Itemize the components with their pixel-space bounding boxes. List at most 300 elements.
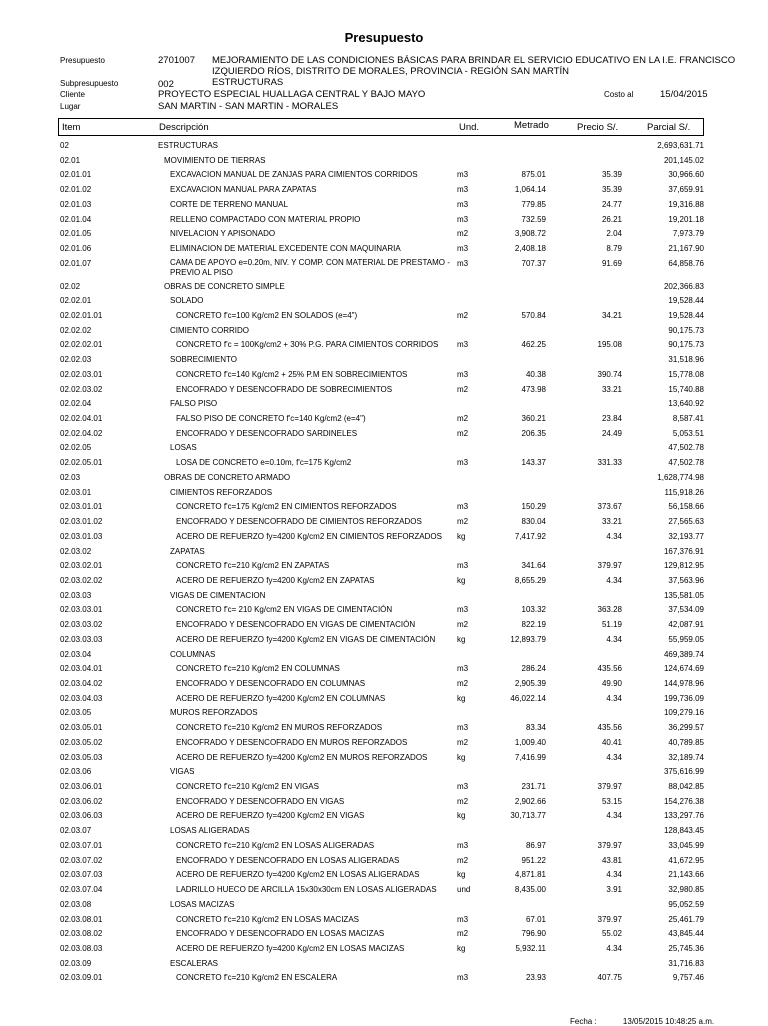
row-parcial: 33,045.99 (668, 840, 704, 850)
table-row (0, 139, 768, 154)
table-row (0, 662, 768, 677)
table-row (0, 456, 768, 471)
row-item-code: 02.03.08.03 (60, 943, 103, 953)
row-unit: m3 (457, 258, 469, 268)
row-item-code: 02.03.04.03 (60, 693, 103, 703)
row-description: VIGAS DE CIMENTACION (170, 590, 266, 600)
table-row (0, 383, 768, 398)
row-item-code: 02.02.04 (60, 399, 92, 409)
row-metrado: 206.35 (521, 428, 546, 438)
row-precio: 435.56 (597, 664, 622, 674)
row-unit: m2 (457, 229, 469, 239)
row-precio: 4.34 (606, 575, 622, 585)
row-item-code: 02.02.05.01 (60, 458, 103, 468)
table-row (0, 227, 768, 242)
row-description: LOSAS ALIGERADAS (170, 826, 250, 836)
row-description: CIMIENTO CORRIDO (170, 325, 249, 335)
row-unit: kg (457, 870, 466, 880)
row-item-code: 02.03.07.03 (60, 870, 103, 880)
row-description: CONCRETO f'c=210 Kg/cm2 EN LOSAS ALIGERADAS (176, 840, 375, 850)
row-parcial: 19,201.18 (668, 214, 704, 224)
row-parcial: 15,778.08 (668, 369, 704, 379)
row-parcial: 2,693,631.71 (657, 141, 704, 150)
table-row (0, 736, 768, 751)
row-item-code: 02.03.03.03 (60, 634, 103, 644)
row-item-code: 02.02.03 (60, 355, 92, 365)
table-row (0, 692, 768, 707)
table-row (0, 927, 768, 942)
table-row (0, 589, 768, 604)
row-parcial: 9,757.46 (672, 973, 704, 983)
row-parcial: 42,087.91 (668, 620, 704, 630)
table-row (0, 559, 768, 574)
row-parcial: 1,628,774.98 (657, 472, 704, 482)
row-unit: m3 (457, 782, 469, 792)
fecha-label: Fecha : (570, 1017, 597, 1026)
row-parcial: 32,193.77 (668, 531, 704, 541)
row-description: ACERO DE REFUERZO fy=4200 Kg/cm2 EN COLUMNAS (176, 693, 386, 703)
cliente-label: Cliente (60, 90, 85, 99)
row-precio: 4.34 (606, 531, 622, 541)
row-parcial: 37,563.96 (668, 575, 704, 585)
table-row (0, 913, 768, 928)
row-unit: kg (457, 811, 466, 821)
row-metrado: 473.98 (521, 384, 546, 394)
row-description: ESTRUCTURAS (158, 141, 219, 150)
row-precio: 407.75 (597, 973, 622, 983)
row-item-code: 02.03.05.01 (60, 723, 103, 733)
lugar-label: Lugar (60, 102, 81, 111)
row-unit: kg (457, 943, 466, 953)
fecha-value: 13/05/2015 10:48:25 a.m. (622, 1017, 715, 1026)
row-parcial: 95,052.59 (668, 899, 704, 909)
row-description: CONCRETO f'c=140 Kg/cm2 + 25% P.M EN SOBRECIMIENTOS (176, 369, 408, 379)
row-description: CIMIENTOS REFORZADOS (170, 487, 273, 497)
row-item-code: 02.03.08.02 (60, 929, 103, 939)
row-item-code: 02.01.05 (60, 229, 92, 239)
row-parcial: 31,716.83 (668, 958, 704, 968)
row-item-code: 02.03.09.01 (60, 973, 103, 983)
row-item-code: 02.01.01 (60, 170, 92, 180)
row-unit: m3 (457, 214, 469, 224)
row-description: LADRILLO HUECO DE ARCILLA 15x30x30cm EN LOSAS ALIGERADAS (176, 885, 437, 895)
row-unit: m3 (457, 605, 469, 615)
row-metrado: 7,416.99 (514, 752, 546, 762)
table-row (0, 677, 768, 692)
row-unit: m3 (457, 723, 469, 733)
row-parcial: 124,674.69 (663, 664, 704, 674)
table-row (0, 633, 768, 648)
subpresupuesto-code: 002 (158, 79, 174, 90)
table-row (0, 198, 768, 213)
table-row (0, 368, 768, 383)
row-item-code: 02.02.01.01 (60, 311, 103, 321)
row-parcial: 167,376.91 (663, 546, 704, 556)
row-description: ACERO DE REFUERZO fy=4200 Kg/cm2 EN VIGAS (176, 811, 365, 821)
table-row (0, 545, 768, 560)
row-precio: 4.34 (606, 693, 622, 703)
row-parcial: 144,978.96 (663, 679, 704, 689)
row-metrado: 12,893.79 (510, 634, 546, 644)
row-item-code: 02.03.01 (60, 487, 92, 497)
table-row (0, 942, 768, 957)
table-row (0, 294, 768, 309)
row-metrado: 23.93 (525, 973, 546, 983)
row-parcial: 30,966.60 (668, 170, 704, 180)
row-item-code: 02 (60, 141, 69, 150)
row-item-code: 02.03.03.02 (60, 620, 103, 630)
row-metrado: 2,905.39 (514, 679, 546, 689)
row-precio: 4.34 (606, 811, 622, 821)
row-precio: 3.91 (606, 885, 622, 895)
row-metrado: 707.37 (521, 258, 546, 268)
table-row (0, 839, 768, 854)
row-metrado: 822.19 (521, 620, 546, 630)
row-precio: 373.67 (597, 502, 622, 512)
row-item-code: 02.03.09 (60, 958, 92, 968)
row-parcial: 8,587.41 (672, 414, 704, 424)
row-description: ENCOFRADO Y DESENCOFRADO EN LOSAS ALIGERADAS (176, 855, 400, 865)
table-row (0, 618, 768, 633)
table-row (0, 780, 768, 795)
row-precio: 24.77 (601, 199, 622, 209)
row-description: MOVIMIENTO DE TIERRAS (164, 155, 266, 165)
row-metrado: 732.59 (521, 214, 546, 224)
row-item-code: 02.03.05.03 (60, 752, 103, 762)
table-row (0, 183, 768, 198)
row-precio: 8.79 (606, 244, 622, 254)
row-description: ESCALERAS (170, 958, 219, 968)
table-row (0, 898, 768, 913)
table-row (0, 883, 768, 898)
row-metrado: 46,022.14 (510, 693, 546, 703)
table-row (0, 515, 768, 530)
row-precio: 379.97 (597, 914, 622, 924)
table-row (0, 309, 768, 324)
row-unit: m2 (457, 796, 469, 806)
row-unit: m3 (457, 664, 469, 674)
table-row (0, 471, 768, 486)
row-description: SOBRECIMIENTO (170, 355, 237, 365)
subpresupuesto-desc: ESTRUCTURAS (212, 77, 284, 88)
row-unit: m3 (457, 199, 469, 209)
col-descripcion: Descripción (159, 122, 209, 133)
col-metrado: Metrado (514, 120, 549, 131)
row-parcial: 36,299.57 (668, 723, 704, 733)
row-description: CORTE DE TERRENO MANUAL (170, 199, 288, 209)
row-description: ENCOFRADO Y DESENCOFRADO EN COLUMNAS (176, 679, 366, 689)
row-item-code: 02.03.02.01 (60, 561, 103, 571)
row-precio: 91.69 (601, 258, 622, 268)
row-description: ACERO DE REFUERZO fy=4200 Kg/cm2 EN CIMIENTOS REFORZADOS (176, 531, 442, 541)
row-precio: 35.39 (601, 185, 622, 195)
row-parcial: 202,366.83 (663, 281, 704, 291)
column-header-row (58, 118, 704, 136)
row-unit: m3 (457, 458, 469, 468)
row-precio: 379.97 (597, 840, 622, 850)
row-description: CAMA DE APOYO e=0.20m, NIV. Y COMP. CON MATERIAL DE PRESTAMO - PREVIO AL PISO (170, 257, 450, 277)
table-row (0, 257, 768, 277)
row-unit: m2 (457, 384, 469, 394)
row-item-code: 02.03.04 (60, 649, 92, 659)
row-precio: 35.39 (601, 170, 622, 180)
row-metrado: 951.22 (521, 855, 546, 865)
row-unit: m2 (457, 428, 469, 438)
row-precio: 379.97 (597, 561, 622, 571)
table-row (0, 242, 768, 257)
table-row (0, 530, 768, 545)
row-metrado: 5,932.11 (515, 943, 546, 953)
row-precio: 331.33 (597, 458, 622, 468)
row-metrado: 1,064.14 (514, 185, 546, 195)
row-item-code: 02.01.06 (60, 244, 92, 254)
row-precio: 4.34 (606, 943, 622, 953)
row-item-code: 02.02 (60, 281, 81, 291)
row-parcial: 47,502.78 (668, 443, 704, 453)
row-description: CONCRETO f'c= 210 Kg/cm2 EN VIGAS DE CIMENTACIÓN (176, 605, 393, 615)
row-description: ELIMINACION DE MATERIAL EXCEDENTE CON MAQUINARIA (170, 244, 401, 254)
row-unit: m2 (457, 620, 469, 630)
row-unit: m3 (457, 561, 469, 571)
row-parcial: 25,461.79 (668, 914, 704, 924)
row-metrado: 570.84 (521, 311, 546, 321)
row-item-code: 02.03.07 (60, 826, 92, 836)
table-row (0, 648, 768, 663)
table-row (0, 412, 768, 427)
row-item-code: 02.03 (60, 472, 81, 482)
row-parcial: 128,843.45 (663, 826, 704, 836)
table-row (0, 706, 768, 721)
row-unit: m3 (457, 170, 469, 180)
row-item-code: 02.03.06.02 (60, 796, 103, 806)
row-parcial: 55,959.05 (668, 634, 704, 644)
row-description: NIVELACION Y APISONADO (170, 229, 276, 239)
row-metrado: 4,871.81 (514, 870, 546, 880)
row-precio: 23.84 (601, 414, 622, 424)
table-row (0, 603, 768, 618)
row-metrado: 2,408.18 (514, 244, 546, 254)
row-precio: 379.97 (597, 782, 622, 792)
row-metrado: 875.01 (521, 170, 546, 180)
row-parcial: 5,053.51 (672, 428, 704, 438)
costo-label: Costo al (604, 90, 634, 99)
costo-date: 15/04/2015 (660, 89, 708, 100)
row-metrado: 67.01 (525, 914, 546, 924)
row-description: COLUMNAS (170, 649, 216, 659)
table-row (0, 397, 768, 412)
presupuesto-label: Presupuesto (60, 56, 105, 65)
row-parcial: 25,745.36 (668, 943, 704, 953)
row-item-code: 02.01.04 (60, 214, 92, 224)
row-unit: kg (457, 531, 466, 541)
row-metrado: 103.32 (521, 605, 546, 615)
table-row (0, 486, 768, 501)
row-metrado: 462.25 (521, 340, 546, 350)
row-description: ACERO DE REFUERZO fy=4200 Kg/cm2 EN VIGAS DE CIMENTACIÓN (176, 634, 436, 644)
row-metrado: 3,908.72 (514, 229, 546, 239)
row-description: ENCOFRADO Y DESENCOFRADO EN LOSAS MACIZAS (176, 929, 385, 939)
row-description: LOSAS (170, 443, 197, 453)
row-description: ENCOFRADO Y DESENCOFRADO DE CIMIENTOS REFORZADOS (176, 517, 422, 527)
row-description: ACERO DE REFUERZO fy=4200 Kg/cm2 EN ZAPATAS (176, 575, 375, 585)
row-precio: 55.02 (601, 929, 622, 939)
table-row (0, 971, 768, 986)
row-metrado: 40.38 (525, 369, 546, 379)
row-description: ENCOFRADO Y DESENCOFRADO DE SOBRECIMIENTOS (176, 384, 393, 394)
row-parcial: 7,973.79 (672, 229, 704, 239)
row-parcial: 56,158.66 (668, 502, 704, 512)
row-item-code: 02.01.07 (60, 258, 92, 268)
table-row (0, 213, 768, 228)
row-description: ACERO DE REFUERZO fy=4200 Kg/cm2 EN LOSAS MACIZAS (176, 943, 405, 953)
table-row (0, 868, 768, 883)
row-precio: 26.21 (601, 214, 622, 224)
col-parcial: Parcial S/. (647, 122, 691, 133)
presupuesto-desc-line-1: MEJORAMIENTO DE LAS CONDICIONES BÁSICAS PARA BRINDAR EL SERVICIO EDUCATIVO EN LA I.E. FRANCISCO (212, 55, 736, 66)
row-description: EXCAVACION MANUAL DE ZANJAS PARA CIMIENTOS CORRIDOS (170, 170, 418, 180)
row-metrado: 8,435.00 (514, 885, 546, 895)
row-parcial: 129,812.95 (663, 561, 704, 571)
row-item-code: 02.02.03.02 (60, 384, 103, 394)
row-precio: 24.49 (601, 428, 622, 438)
row-metrado: 86.97 (525, 840, 546, 850)
row-description: CONCRETO f'c=100 Kg/cm2 EN SOLADOS (e=4") (176, 311, 358, 321)
row-description: ZAPATAS (170, 546, 205, 556)
row-parcial: 41,672.95 (668, 855, 704, 865)
row-description: ACERO DE REFUERZO fy=4200 Kg/cm2 EN MUROS REFORZADOS (176, 752, 428, 762)
table-row (0, 721, 768, 736)
col-item: Item (62, 122, 81, 133)
row-item-code: 02.02.02.01 (60, 340, 103, 350)
row-item-code: 02.03.07.02 (60, 855, 103, 865)
table-row (0, 574, 768, 589)
table-row (0, 854, 768, 869)
row-metrado: 30,713.77 (510, 811, 546, 821)
row-unit: und (457, 885, 471, 895)
row-item-code: 02.03.01.02 (60, 517, 103, 527)
row-item-code: 02.03.02 (60, 546, 92, 556)
row-unit: kg (457, 575, 466, 585)
row-unit: m3 (457, 340, 469, 350)
row-metrado: 286.24 (521, 664, 546, 674)
row-item-code: 02.03.07.04 (60, 885, 103, 895)
row-description: LOSA DE CONCRETO e=0.10m, f'c=175 Kg/cm2 (176, 458, 352, 468)
row-item-code: 02.03.03.01 (60, 605, 103, 615)
row-parcial: 21,167.90 (668, 244, 704, 254)
row-description: ENCOFRADO Y DESENCOFRADO EN MUROS REFORZADOS (176, 737, 408, 747)
row-description: CONCRETO f'c=210 Kg/cm2 EN ZAPATAS (176, 561, 330, 571)
row-metrado: 150.29 (521, 502, 546, 512)
table-row (0, 324, 768, 339)
row-metrado: 779.85 (521, 199, 546, 209)
row-metrado: 8,655.29 (514, 575, 546, 585)
row-description: CONCRETO f'c=210 Kg/cm2 EN LOSAS MACIZAS (176, 914, 359, 924)
row-description: RELLENO COMPACTADO CON MATERIAL PROPIO (170, 214, 361, 224)
row-precio: 4.34 (606, 870, 622, 880)
presupuesto-desc-line-2: IZQUIERDO RÍOS, DISTRITO DE MORALES, PROVINCIA - REGIÓN SAN MARTÍN (212, 66, 570, 77)
table-row (0, 168, 768, 183)
row-description: CONCRETO f'c=210 Kg/cm2 EN ESCALERA (176, 973, 338, 983)
row-precio: 2.04 (606, 229, 622, 239)
row-precio: 49.90 (601, 679, 622, 689)
row-description: CONCRETO f'c=210 Kg/cm2 EN MUROS REFORZADOS (176, 723, 383, 733)
row-item-code: 02.02.05 (60, 443, 92, 453)
row-description: ENCOFRADO Y DESENCOFRADO EN VIGAS (176, 796, 345, 806)
row-description: EXCAVACION MANUAL PARA ZAPATAS (170, 185, 317, 195)
row-parcial: 37,659.91 (668, 185, 704, 195)
row-precio: 33.21 (601, 517, 622, 527)
table-row (0, 338, 768, 353)
row-parcial: 90,175.73 (668, 340, 704, 350)
row-precio: 390.74 (597, 369, 622, 379)
row-unit: m2 (457, 311, 469, 321)
row-parcial: 199,736.09 (663, 693, 704, 703)
row-unit: m3 (457, 840, 469, 850)
row-precio: 34.21 (601, 311, 622, 321)
row-item-code: 02.03.04.01 (60, 664, 103, 674)
row-description: CONCRETO f'c = 100Kg/cm2 + 30% P.G. PARA CIMIENTOS CORRIDOS (176, 340, 439, 350)
row-precio: 51.19 (601, 620, 622, 630)
row-description: CONCRETO f'c=175 Kg/cm2 EN CIMIENTOS REFORZADOS (176, 502, 397, 512)
row-precio: 40.41 (601, 737, 622, 747)
row-unit: m2 (457, 679, 469, 689)
row-metrado: 2,902.66 (514, 796, 546, 806)
row-item-code: 02.03.05.02 (60, 737, 103, 747)
row-description: FALSO PISO (170, 399, 218, 409)
row-parcial: 88,042.85 (668, 782, 704, 792)
row-unit: m3 (457, 369, 469, 379)
row-parcial: 154,276.38 (663, 796, 704, 806)
row-metrado: 231.71 (521, 782, 546, 792)
row-description: OBRAS DE CONCRETO SIMPLE (164, 281, 285, 291)
row-item-code: 02.01.03 (60, 199, 92, 209)
row-parcial: 19,528.44 (668, 296, 704, 306)
table-row (0, 751, 768, 766)
row-metrado: 143.37 (521, 458, 546, 468)
row-parcial: 43,845.44 (668, 929, 704, 939)
row-precio: 4.34 (606, 752, 622, 762)
row-unit: m2 (457, 929, 469, 939)
row-item-code: 02.02.03.01 (60, 369, 103, 379)
row-item-code: 02.03.03 (60, 590, 92, 600)
row-item-code: 02.02.04.01 (60, 414, 103, 424)
table-row (0, 154, 768, 169)
row-parcial: 64,858.76 (668, 258, 704, 268)
row-precio: 435.56 (597, 723, 622, 733)
row-parcial: 47,502.78 (668, 458, 704, 468)
row-description: ENCOFRADO Y DESENCOFRADO SARDINELES (176, 428, 358, 438)
row-parcial: 19,528.44 (668, 311, 704, 321)
row-metrado: 7,417.92 (514, 531, 546, 541)
table-row (0, 427, 768, 442)
row-item-code: 02.02.01 (60, 296, 92, 306)
row-description: MUROS REFORZADOS (170, 708, 258, 718)
row-item-code: 02.03.02.02 (60, 575, 103, 585)
row-item-code: 02.01.02 (60, 185, 92, 195)
row-parcial: 135,581.05 (663, 590, 704, 600)
table-row (0, 500, 768, 515)
row-unit: m3 (457, 973, 469, 983)
row-description: VIGAS (170, 767, 195, 777)
row-parcial: 109,279.16 (663, 708, 704, 718)
table-row (0, 280, 768, 295)
row-metrado: 1,009.40 (514, 737, 546, 747)
row-unit: kg (457, 634, 466, 644)
lugar-value: SAN MARTIN - SAN MARTIN - MORALES (158, 101, 339, 112)
row-unit: m2 (457, 737, 469, 747)
row-parcial: 201,145.02 (663, 155, 704, 165)
row-precio: 195.08 (597, 340, 622, 350)
